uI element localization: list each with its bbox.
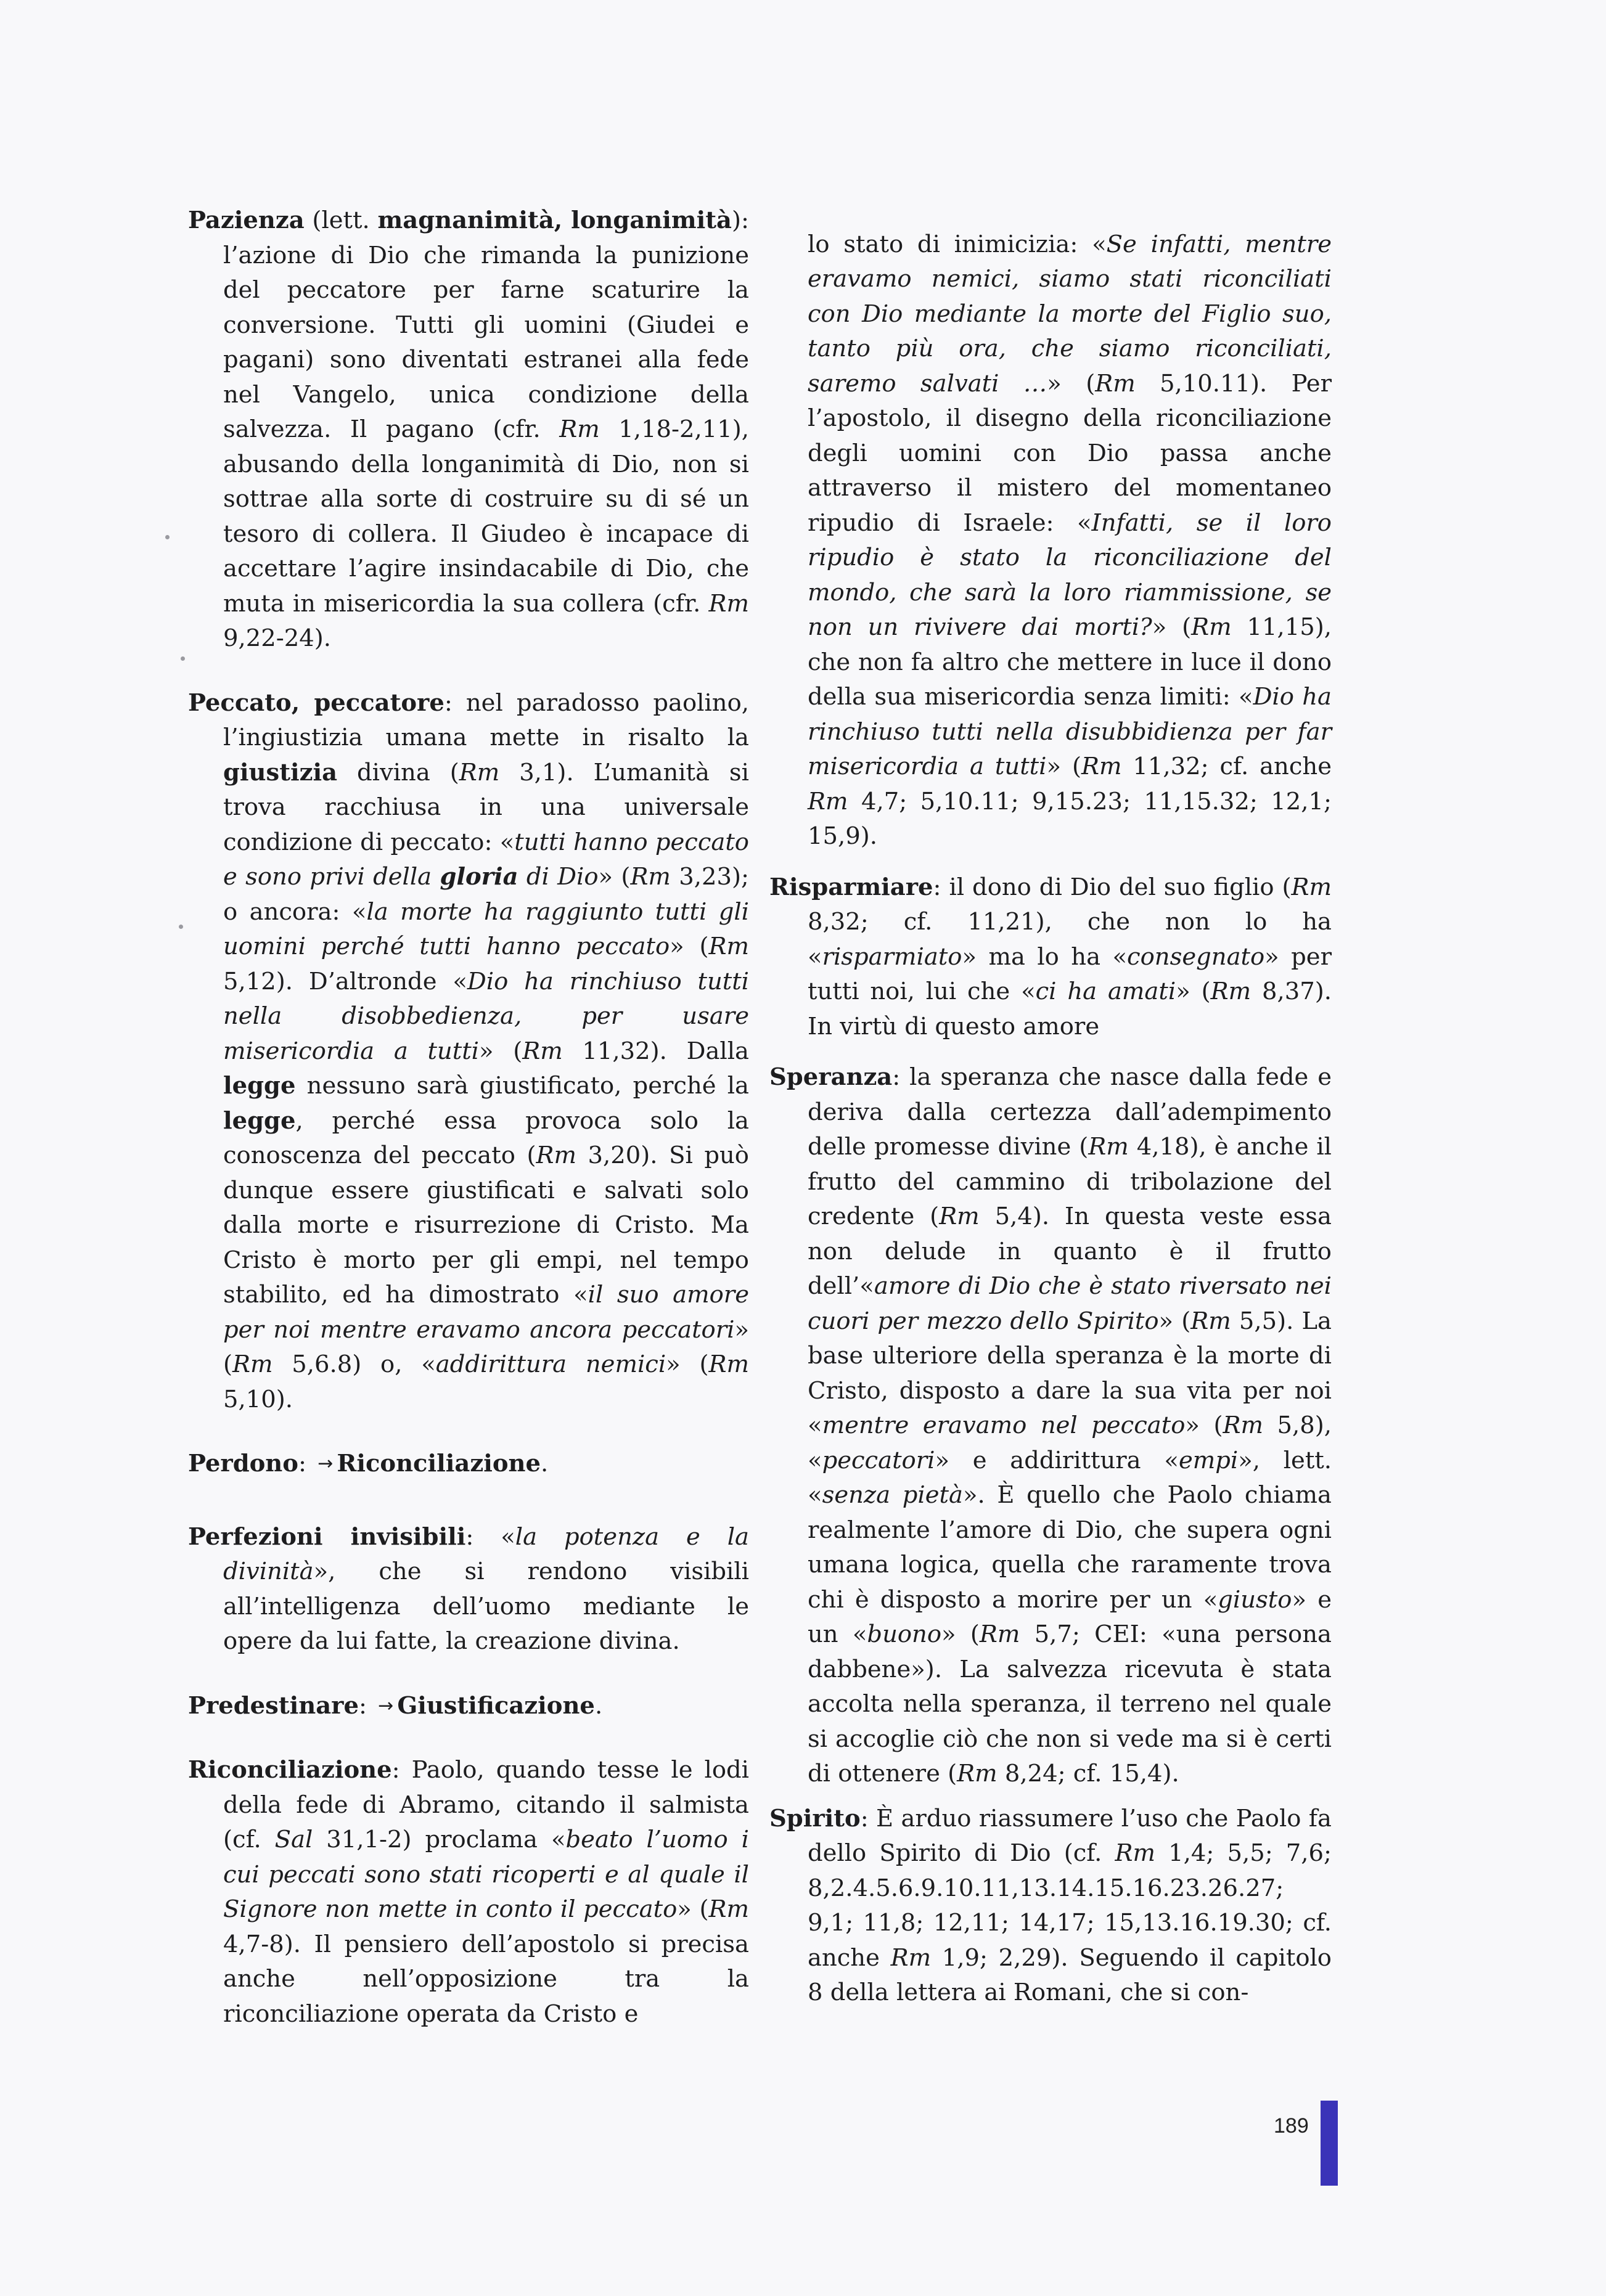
entry-continuation bbox=[769, 227, 1332, 854]
book-ref: Rm bbox=[1291, 873, 1332, 901]
page-number: 189 bbox=[1274, 2114, 1309, 2138]
quote: Se infatti, mentre eravamo nemici, siamo stati riconciliati con Dio mediante la morte del Figlio suo, tanto più ora, che siamo riconciliati, saremo salvati … bbox=[808, 230, 1332, 398]
quote: tutti hanno peccato e sono privi della bbox=[223, 828, 749, 891]
entry-text: 11,32; cf. anche bbox=[1121, 753, 1332, 780]
arrow-right-icon: → bbox=[378, 1694, 394, 1717]
entry-text: 1,4; 5,5; 7,6; 8,2.4.5.6.9.10.11,13.14.15.16.23.26.27; 9,1; 11,8; 12,11; 14,17; 15,13.16.19.30; cf. anche bbox=[808, 1839, 1332, 1972]
margin-speck bbox=[179, 925, 183, 929]
entry-text: 8,24; cf. 15,4). bbox=[997, 1760, 1179, 1787]
entry-text: (lett. bbox=[304, 206, 378, 234]
entry-text: 31,1-2) proclama « bbox=[313, 1826, 566, 1853]
entry-text: » ( bbox=[677, 1895, 709, 1923]
quote: empi bbox=[1178, 1446, 1239, 1474]
term-heading: Pazienza bbox=[188, 206, 305, 234]
entry-text: 11,15), che non fa altro che mettere in luce il dono della sua misericordia senza limiti: « bbox=[808, 613, 1332, 711]
bold-keyword: gloria bbox=[440, 863, 518, 891]
bold-keyword: magnanimità, longanimità bbox=[377, 206, 732, 234]
quote: giusto bbox=[1218, 1585, 1292, 1614]
book-ref: Rm bbox=[708, 933, 749, 960]
entry-predestinare bbox=[188, 1689, 749, 1724]
entry-text: 11,32). Dalla bbox=[562, 1037, 749, 1065]
entry-text: » ( bbox=[223, 1315, 749, 1378]
entry-text: 5,8), « bbox=[808, 1412, 1332, 1474]
bold-keyword: giustizia bbox=[223, 758, 338, 786]
left-column bbox=[188, 203, 749, 2061]
entry-text: » ( bbox=[1176, 978, 1211, 1005]
quote: la potenza e la divinità bbox=[223, 1522, 749, 1585]
entry-spirito bbox=[769, 1802, 1332, 2011]
book-ref: Rm bbox=[536, 1142, 576, 1169]
entry-text: 5,12). D’altronde « bbox=[223, 967, 467, 995]
entry-perdono bbox=[188, 1447, 749, 1482]
book-ref: Rm bbox=[1095, 369, 1136, 398]
book-ref: Rm bbox=[957, 1760, 998, 1787]
entry-text: », che si rendono visibili all’intelligenza dell’uomo mediante le opere da lui fatte, la creazione divina. bbox=[223, 1558, 749, 1655]
quote: consegnato bbox=[1127, 942, 1265, 971]
entry-text: 8,32; cf. 11,21), che non lo ha « bbox=[808, 908, 1332, 971]
entry-text: 3,1). L’umanità si trova racchiusa in una universale condizione di peccato: « bbox=[223, 758, 749, 856]
bold-keyword: legge bbox=[223, 1072, 296, 1100]
entry-text: » ( bbox=[1185, 1412, 1223, 1439]
entry-text: » ( bbox=[941, 1620, 980, 1648]
entry-text: » ( bbox=[1158, 1307, 1191, 1335]
quote: senza pietà bbox=[822, 1481, 963, 1509]
quote: Dio ha rinchiuso tutti nella disubbidienza per far misericordia a tutti bbox=[808, 683, 1332, 780]
term-heading: Predestinare bbox=[188, 1691, 359, 1720]
entry-text: 1,9; 2,29). Seguendo il capitolo 8 della lettera ai Romani, che si con- bbox=[808, 1943, 1332, 2006]
entry-text: 3,23); o ancora: « bbox=[223, 863, 749, 926]
margin-speck bbox=[165, 535, 170, 539]
entry-text: » ( bbox=[1152, 613, 1192, 641]
book-ref: Rm bbox=[522, 1037, 563, 1065]
entry-text: » per tutti noi, lui che « bbox=[808, 942, 1332, 1005]
entry-text: 5,10). bbox=[223, 1385, 293, 1413]
book-ref: Rm bbox=[1081, 753, 1122, 780]
entry-text: : È arduo riassumere l’uso che Paolo fa dello Spirito di Dio (cf. bbox=[808, 1804, 1332, 1867]
entry-text: : Paolo, quando tesse le lodi della fede di Abramo, citando il salmista (cf. bbox=[223, 1756, 749, 1853]
cross-reference-link[interactable]: Giustificazione bbox=[397, 1691, 595, 1720]
quote: beato l’uomo i cui peccati sono stati ricoperti e al quale il Signore non mette in conto il peccato bbox=[223, 1826, 749, 1923]
entry-text: ». È quello che Paolo chiama realmente l’amore di Dio, che supera ogni umana logica, quella che raramente trova chi è disposto a morire per un « bbox=[808, 1481, 1332, 1614]
quote: addirittura nemici bbox=[435, 1350, 666, 1378]
entry-text: 1,18-2,11), abusando della longanimità di Dio, non si sottrae alla sorte di costruire su di sé un tesoro di collera. Il Giudeo è incapace di accettare l’agire insindacabile di Dio, che muta in misericordia la sua collera (cfr. bbox=[223, 415, 749, 618]
entry-text: : il dono di Dio del suo figlio ( bbox=[933, 873, 1292, 901]
arrow-right-icon: → bbox=[318, 1453, 334, 1474]
entry-pazienza bbox=[188, 203, 749, 656]
entry-text: 5,6.8) o, « bbox=[272, 1350, 436, 1378]
entry-speranza bbox=[769, 1060, 1332, 1792]
entry-text: 9,22-24). bbox=[223, 624, 331, 652]
entry-text: 3,20). Si può dunque essere giustificati e salvati solo dalla morte e risurrezione di Cristo. Ma Cristo è morto per gli empi, nel tempo stabilito, ed ha dimostrato « bbox=[223, 1142, 749, 1309]
bold-keyword: legge bbox=[223, 1106, 296, 1135]
quote: buono bbox=[867, 1620, 942, 1648]
term-heading: Risparmiare bbox=[769, 873, 933, 901]
book-ref: Rm bbox=[808, 787, 848, 815]
book-ref: Rm bbox=[708, 589, 749, 618]
entry-text: » ( bbox=[666, 1350, 709, 1378]
book-ref: Rm bbox=[708, 1350, 749, 1378]
book-ref: Rm bbox=[890, 1943, 932, 1972]
right-column bbox=[769, 203, 1332, 2040]
quote: amore di Dio che è stato riversato nei cuori per mezzo dello Spirito bbox=[808, 1272, 1332, 1335]
entry-text: 4,7; 5,10.11; 9,15.23; 11,15.32; 12,1; 15,9). bbox=[808, 787, 1332, 850]
entry-text: lo stato di inimicizia: « bbox=[808, 230, 1107, 258]
entry-text: divina ( bbox=[337, 758, 459, 786]
entry-text: » e un « bbox=[808, 1585, 1332, 1648]
quote: risparmiato bbox=[822, 942, 962, 971]
entry-text: », lett. « bbox=[808, 1446, 1332, 1509]
quote: peccatori bbox=[822, 1446, 935, 1474]
entry-text: . bbox=[594, 1691, 603, 1720]
entry-text: » ma lo ha « bbox=[962, 942, 1128, 971]
book-ref: Rm bbox=[979, 1620, 1020, 1648]
book-ref: Rm bbox=[1191, 613, 1232, 641]
entry-text: 8,37). In virtù di questo amore bbox=[808, 978, 1332, 1040]
quote: la morte ha raggiunto tutti gli uomini perché tutti hanno peccato bbox=[223, 897, 749, 960]
entry-text: 5,10.11). Per l’apostolo, il disegno della riconciliazione degli uomini con Dio passa anche attraverso il mistero del momentaneo ripudio di Israele: « bbox=[808, 369, 1332, 537]
book-ref: Rm bbox=[630, 863, 671, 891]
entry-peccato bbox=[188, 686, 749, 1418]
entry-text: : bbox=[298, 1450, 314, 1477]
entry-text: : « bbox=[465, 1522, 515, 1551]
entry-text: » ( bbox=[478, 1037, 523, 1065]
entry-text: : nel paradosso paolino, l’ingiustizia umana mette in risalto la bbox=[223, 688, 750, 751]
book-ref: Rm bbox=[232, 1350, 273, 1378]
term-heading: Speranza bbox=[769, 1063, 893, 1091]
term-heading: Perdono bbox=[188, 1450, 298, 1477]
book-ref: Rm bbox=[1223, 1412, 1263, 1439]
quote: il suo amore per noi mentre eravamo ancora peccatori bbox=[223, 1281, 749, 1344]
quote: di Dio bbox=[518, 863, 599, 891]
book-ref: Rm bbox=[939, 1203, 980, 1230]
cross-reference-link[interactable]: Riconciliazione bbox=[337, 1450, 541, 1477]
book-ref: Rm bbox=[559, 415, 600, 443]
entry-text: 5,5). La base ulteriore della speranza è la morte di Cristo, disposto a dare la sua vita per noi « bbox=[808, 1307, 1332, 1439]
term-heading: Riconciliazione bbox=[188, 1756, 392, 1784]
quote: Infatti, se il loro ripudio è stato la riconciliazione del mondo, che sarà la loro riammissione, se non un rivivere dai morti? bbox=[808, 509, 1332, 641]
entry-text: » e addirittura « bbox=[935, 1446, 1179, 1474]
entry-text: ): l’azione di Dio che rimanda la punizione del peccatore per farne scaturire la conversione. Tutti gli uomini (Giudei e pagani) sono diventati estranei alla fede nel Vangelo, unica condizione della salvezza. Il pagano (cfr. bbox=[223, 206, 749, 443]
term-heading: Peccato, peccatore bbox=[188, 688, 445, 717]
thumb-index-bar bbox=[1321, 2101, 1338, 2186]
entry-risparmiare bbox=[769, 870, 1332, 1045]
entry-text: » ( bbox=[1046, 753, 1081, 780]
quote: ci ha amati bbox=[1035, 978, 1176, 1005]
entry-text: 4,7-8). Il pensiero dell’apostolo si precisa anche nell’opposizione tra la riconciliazione operata da Cristo e bbox=[223, 1930, 749, 2028]
entry-perfezioni-invisibili bbox=[188, 1520, 749, 1659]
book-ref: Rm bbox=[1210, 978, 1252, 1005]
book-ref: Rm bbox=[1088, 1133, 1129, 1161]
entry-riconciliazione bbox=[188, 1753, 749, 2032]
entry-text: : bbox=[358, 1691, 375, 1720]
term-heading: Spirito bbox=[769, 1804, 861, 1832]
entry-text: » ( bbox=[670, 933, 709, 960]
entry-text: , perché essa provoca solo la conoscenza del peccato ( bbox=[223, 1106, 749, 1169]
entry-text: nessuno sarà giustificato, perché la bbox=[295, 1072, 749, 1100]
book-ref: Rm bbox=[1190, 1307, 1231, 1335]
book-ref: Rm bbox=[459, 758, 500, 786]
book-ref: Sal bbox=[274, 1826, 313, 1853]
margin-speck bbox=[181, 656, 185, 661]
book-ref: Rm bbox=[1115, 1839, 1156, 1867]
quote: mentre eravamo nel peccato bbox=[822, 1412, 1186, 1439]
entry-text: » ( bbox=[1047, 369, 1096, 398]
entry-text: 5,7; CEI: «una persona dabbene»). La salvezza ricevuta è stata accolta nella speranza, il terreno nel quale si accoglie ciò che non si vede ma si è certi di ottenere ( bbox=[808, 1620, 1332, 1787]
term-heading: Perfezioni invisibili bbox=[188, 1522, 466, 1551]
book-ref: Rm bbox=[708, 1895, 749, 1923]
entry-text: » ( bbox=[598, 863, 631, 891]
entry-text: . bbox=[540, 1450, 549, 1477]
entry-text: : la speranza che nasce dalla fede e deriva dalla certezza dall’adempimento delle promesse divine ( bbox=[808, 1063, 1332, 1161]
quote: Dio ha rinchiuso tutti nella disobbedienza, per usare misericordia a tutti bbox=[223, 967, 749, 1065]
entry-text: 4,18), è anche il frutto del cammino di tribolazione del credente ( bbox=[808, 1133, 1332, 1230]
entry-text: 5,4). In questa veste essa non delude in quanto è il frutto dell’« bbox=[808, 1203, 1332, 1300]
